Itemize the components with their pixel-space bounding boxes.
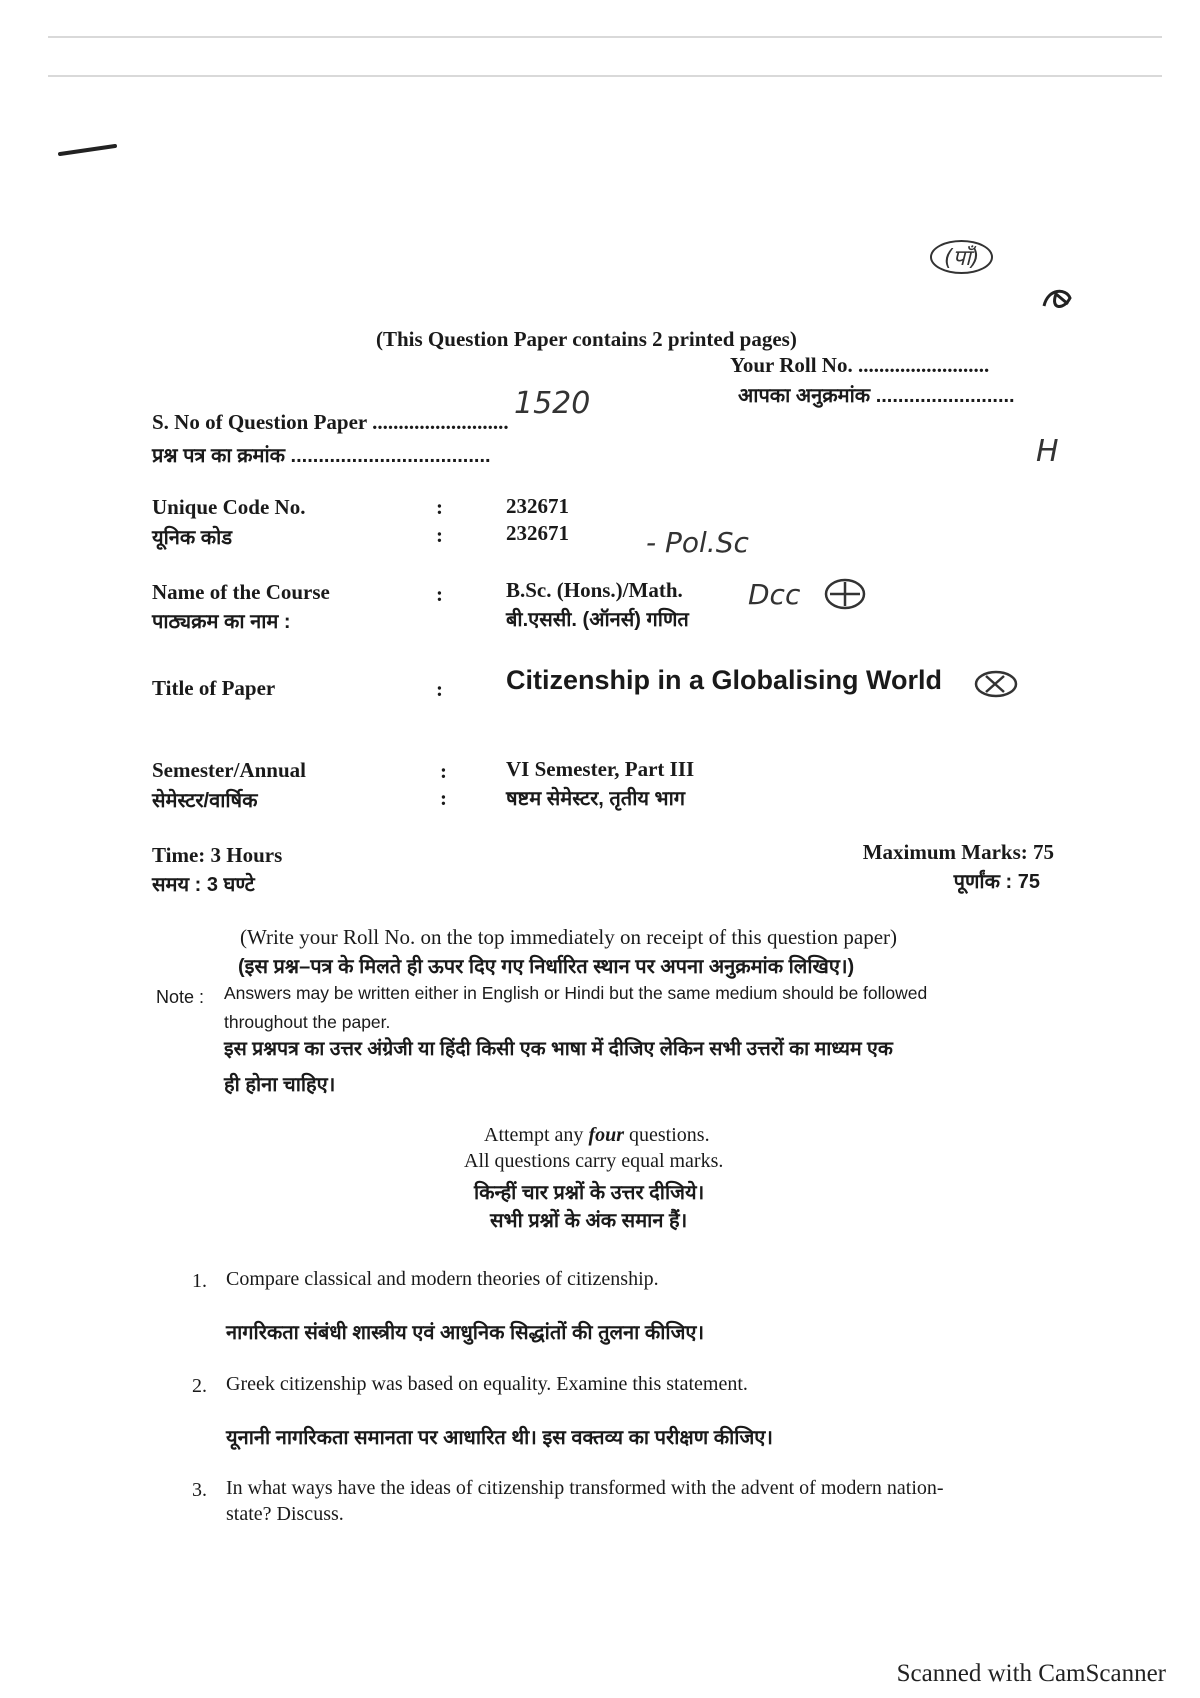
sno-handwritten: 1520 <box>514 386 591 421</box>
pages-notice: (This Question Paper contains 2 printed pages) <box>376 327 797 351</box>
question-3-en-line-1: In what ways have the ideas of citizenship transformed with the advent of modern nation- <box>226 1477 944 1499</box>
equal-marks-hi: सभी प्रश्नों के अंक समान हैं। <box>490 1210 688 1232</box>
colon: : <box>440 786 447 810</box>
roll-no-hi: आपका अनुक्रमांक ......................... <box>738 385 1015 407</box>
course-value-en: B.Sc. (Hons.)/Math. <box>506 578 683 602</box>
max-marks-en: Maximum Marks: 75 <box>862 840 1054 864</box>
paper-title: Citizenship in a Globalising World <box>506 665 943 695</box>
unique-code-label-hi: यूनिक कोड <box>152 527 233 549</box>
sno-label-hi: प्रश्न पत्र का क्रमांक .................................... <box>152 445 491 467</box>
attempt-instruction-en <box>484 1124 710 1147</box>
question-1-hi: नागरिकता संबंधी शास्त्रीय एवं आधुनिक सिद्धांतों की तुलना कीजिए। <box>226 1322 705 1344</box>
colon: : <box>436 582 443 606</box>
roll-no-en: Your Roll No. ......................... <box>730 353 990 377</box>
write-roll-instruction-en: (Write your Roll No. on the top immediately on receipt of this question paper) <box>240 925 897 949</box>
unique-code-handwritten-note: - Pol.Sc <box>646 526 749 559</box>
scan-mark <box>55 140 125 160</box>
scribble-icon <box>1040 284 1074 314</box>
semester-value-en: VI Semester, Part III <box>506 757 695 781</box>
circled-plus-icon <box>822 576 868 612</box>
top-rule-1 <box>48 36 1162 38</box>
note-en-line-2: throughout the paper. <box>224 1012 391 1032</box>
question-3-en-line-2: state? Discuss. <box>226 1503 344 1525</box>
question-number: 3. <box>192 1479 207 1501</box>
question-1-en: Compare classical and modern theories of citizenship. <box>226 1268 659 1290</box>
attempt-count: four <box>588 1124 625 1146</box>
write-roll-instruction-hi: (इस प्रश्न–पत्र के मिलते ही ऊपर दिए गए निर्धारित स्थान पर अपना अनुक्रमांक लिखिए।) <box>238 956 855 978</box>
question-number: 2. <box>192 1375 207 1397</box>
course-label-hi: पाठ्यक्रम का नाम : <box>152 611 291 633</box>
top-rule-2 <box>48 75 1162 77</box>
semester-value-hi: षष्टम सेमेस्टर, तृतीय भाग <box>506 788 686 810</box>
colon: : <box>440 759 447 783</box>
course-value-hi: बी.एससी. (ऑनर्स) गणित <box>506 609 689 631</box>
note-label: Note : <box>156 987 205 1007</box>
sno-label-en: S. No of Question Paper .......................... <box>152 410 509 434</box>
semester-label-en: Semester/Annual <box>152 758 306 782</box>
attempt-post: questions. <box>624 1124 710 1146</box>
time-en: Time: 3 Hours <box>152 843 283 867</box>
title-label: Title of Paper <box>152 676 276 700</box>
course-handwritten-note: Dcc <box>748 578 801 611</box>
equal-marks-en: All questions carry equal marks. <box>464 1150 724 1172</box>
unique-code-value-en: 232671 <box>506 494 569 518</box>
colon: : <box>436 495 443 519</box>
attempt-pre: Attempt any <box>484 1124 589 1146</box>
scanner-watermark: Scanned with CamScanner <box>896 1660 1166 1687</box>
note-hi-line-2: ही होना चाहिए। <box>224 1074 336 1096</box>
max-marks-hi: पूर्णांक : 75 <box>953 871 1040 893</box>
circled-x-icon <box>972 668 1020 700</box>
colon: : <box>436 523 443 547</box>
time-hi: समय : 3 घण्टे <box>152 874 255 896</box>
note-hi-line-1: इस प्रश्नपत्र का उत्तर अंग्रेजी या हिंदी किसी एक भाषा में दीजिए लेकिन सभी उत्तरों का माध्यम एक <box>224 1038 893 1060</box>
question-2-hi: यूनानी नागरिकता समानता पर आधारित थी। इस वक्तव्य का परीक्षण कीजिए। <box>226 1427 773 1449</box>
note-en-line-1: Answers may be written either in English or Hindi but the same medium should be followed <box>224 983 928 1003</box>
side-handwritten-mark: H <box>1036 434 1059 469</box>
attempt-instruction-hi: किन्हीं चार प्रश्नों के उत्तर दीजिये। <box>474 1182 705 1204</box>
corner-handwritten-mark: (पाँ) <box>930 240 993 274</box>
unique-code-label-en: Unique Code No. <box>152 495 306 519</box>
question-2-en: Greek citizenship was based on equality. Examine this statement. <box>226 1373 748 1395</box>
question-number: 1. <box>192 1270 207 1292</box>
semester-label-hi: सेमेस्टर/वार्षिक <box>152 790 258 812</box>
course-label-en: Name of the Course <box>152 580 330 604</box>
unique-code-value-hi: 232671 <box>506 521 569 545</box>
colon: : <box>436 677 443 701</box>
